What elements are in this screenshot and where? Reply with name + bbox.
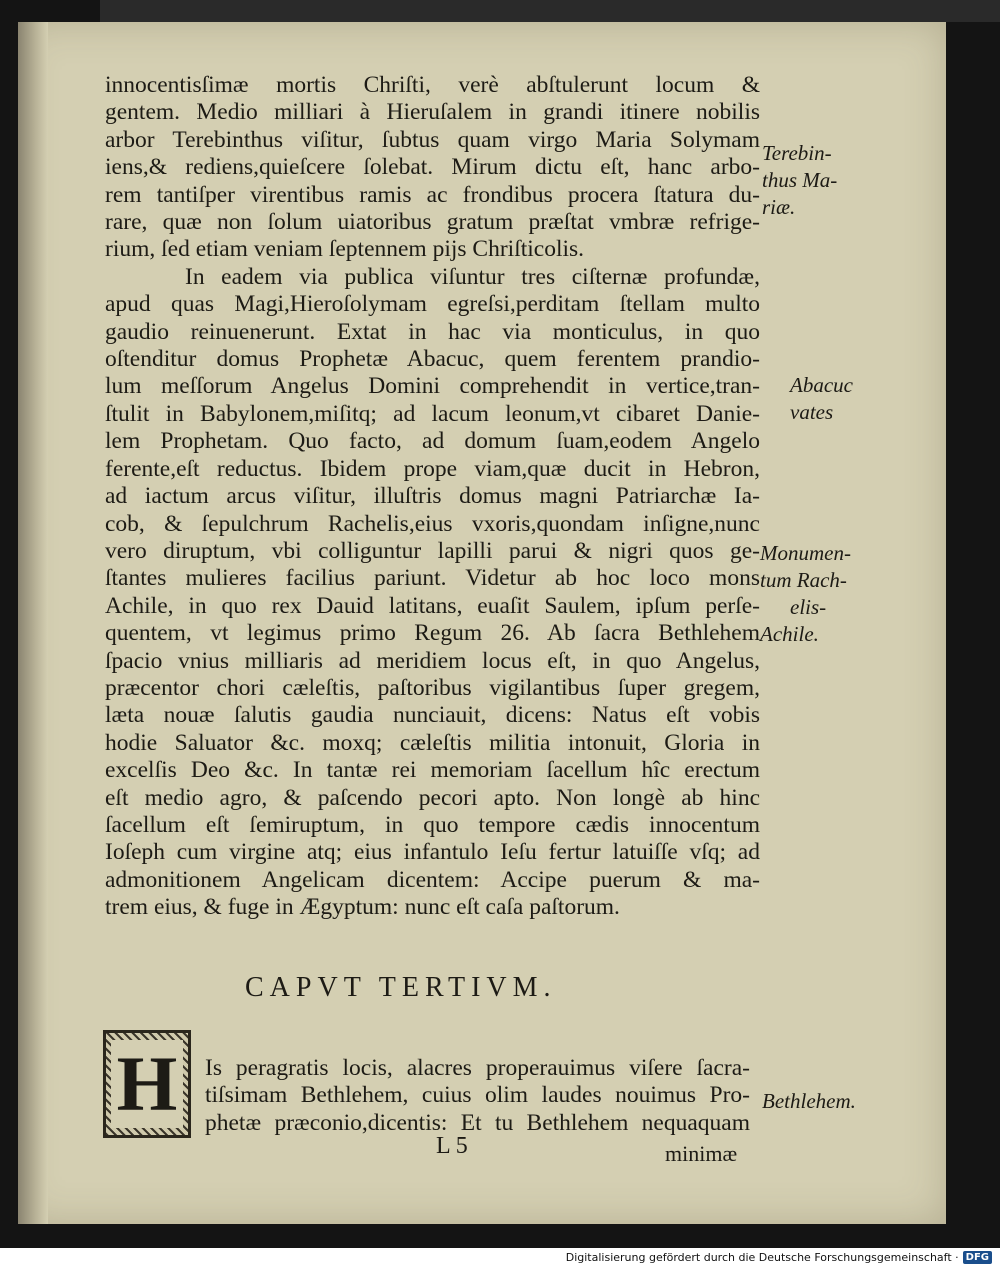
main-text-block xyxy=(105,72,760,922)
text-line: tiſsimam Bethlehem, cuius olim laudes nouimus Pro- xyxy=(205,1082,750,1109)
signature-mark: L 5 xyxy=(436,1133,468,1159)
text-line: hodie Saluator &c. moxq; cæleſtis militia intonuit, Gloria in xyxy=(105,729,760,756)
margin-note-terebinthus: Terebin- thus Ma- riæ. xyxy=(762,141,838,219)
text-line: eſt medio agro, & paſcendo pecori apto. Non longè ab hinc xyxy=(105,784,760,811)
text-line: ferente,eſt reductus. Ibidem prope viam,quæ ducit in Hebron, xyxy=(105,455,760,482)
text-line: ad iactum arcus viſitur, illuſtris domus magni Patriarchæ Ia- xyxy=(105,483,760,510)
text-line: ſacellum eſt ſemiruptum, in quo tempore cædis innocentum xyxy=(105,811,760,838)
paragraph-2 xyxy=(105,264,760,922)
text-line: rem tantiſper virentibus ramis ac frondibus procera ſtatura du- xyxy=(105,181,760,208)
footer-credit xyxy=(566,1251,992,1264)
text-line: lum meſſorum Angelus Domini comprehendit in vertice,tran- xyxy=(105,373,760,400)
text-line: Ioſeph cum virgine atq; eius infantulo Ieſu fertur latuiſſe vſq; ad xyxy=(105,839,760,866)
text-line: læta nouæ ſalutis gaudia nunciauit, dicens: Natus eſt vobis xyxy=(105,702,760,729)
text-line: præcentor chori cæleſtis, paſtoribus vigilantibus ſuper gregem, xyxy=(105,674,760,701)
chapter-heading: CAPVT TERTIVM. xyxy=(245,972,557,1003)
text-line: oſtenditur domus Prophetæ Abacuc, quem ferentem prandio- xyxy=(105,346,760,373)
page-gutter xyxy=(18,22,48,1224)
decorated-initial xyxy=(103,1030,191,1138)
text-line: gaudio reinuenerunt. Extat in hac via monticulus, in quo xyxy=(105,318,760,345)
text-line: lem Prophetam. Quo facto, ad domum ſuam,eodem Angelo xyxy=(105,428,760,455)
dfg-logo: DFG xyxy=(963,1251,992,1264)
text-line: gentem. Medio milliari à Hieruſalem in grandi itinere nobilis xyxy=(105,99,760,126)
text-line: Is peragratis locis, alacres properauimus viſere ſacra- xyxy=(205,1055,750,1081)
text-line: rare, quæ non ſolum uiatoribus gratum præſtat vmbræ refrige- xyxy=(105,209,760,236)
text-line: apud quas Magi,Hieroſolymam egreſsi,perditam ſtellam multo xyxy=(105,291,760,318)
text-line: vero diruptum, vbi colliguntur lapilli parui & nigri quos ge- xyxy=(105,537,760,564)
text-line: ſtantes mulieres facilius pariunt. Videtur ab hoc loco mons xyxy=(105,565,760,592)
paragraph-1 xyxy=(105,72,760,264)
text-line: arbor Terebinthus viſitur, ſubtus quam virgo Maria Solymam xyxy=(105,126,760,153)
footer-text: Digitalisierung gefördert durch die Deutsche Forschungsgemeinschaft · xyxy=(565,1251,959,1264)
text-line: rium, ſed etiam veniam ſeptennem pijs Chriſticolis. xyxy=(105,236,585,263)
text-line: admonitionem Angelicam dicentem: Accipe puerum & ma- xyxy=(105,866,760,893)
margin-note-bethlehem: Bethlehem. xyxy=(762,1089,856,1113)
margin-note-monumentum: Monumen- tum Rach- elis- Achile. xyxy=(760,541,851,646)
text-line: trem eius, & fuge in Ægyptum: nunc eſt caſa paſtorum. xyxy=(105,894,620,921)
text-line: ſtulit in Babylonem,miſitq; ad lacum leonum,vt cibaret Danie- xyxy=(105,400,760,427)
text-line: cob, & ſepulchrum Rachelis,eius vxoris,quondam inſigne,nunc xyxy=(105,510,760,537)
text-line: Achile, in quo rex Dauid latitans, euaſit Saulem, ipſum perſe- xyxy=(105,592,760,619)
text-line: iens,& rediens,quieſcere ſolebat. Mirum dictu eſt, hanc arbo- xyxy=(105,154,760,181)
text-line: innocentisſimæ mortis Chriſti, verè abſtulerunt locum & xyxy=(105,72,760,98)
text-line: excelſis Deo &c. In tantæ rei memoriam ſacellum hîc erectum xyxy=(105,757,760,784)
text-line: In eadem via publica viſuntur tres ciſternæ profundæ, xyxy=(185,263,760,290)
text-line: quentem, vt legimus primo Regum 26. Ab ſacra Bethlehem xyxy=(105,620,760,647)
chapter-text-block xyxy=(205,1055,750,1137)
initial-letter: H xyxy=(111,1040,184,1128)
scan-top-edge xyxy=(100,0,1000,22)
margin-note-abacuc: Abacuc vates xyxy=(790,373,853,424)
catchword: minimæ xyxy=(665,1141,738,1166)
text-line: ſpacio vnius milliaris ad meridiem locus eſt, in quo Angelus, xyxy=(105,647,760,674)
text-line: phetæ præconio,dicentis: Et tu Bethlehem nequaquam xyxy=(205,1109,750,1136)
